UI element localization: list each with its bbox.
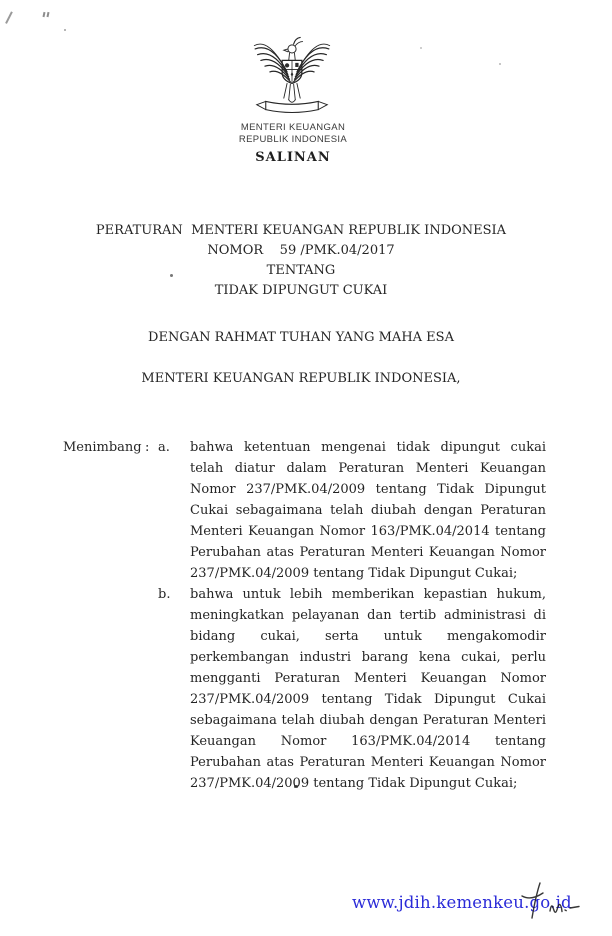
copy-label: SALINAN <box>255 150 331 165</box>
item-marker-b: b. <box>158 587 171 602</box>
scan-artifact <box>46 12 49 17</box>
garuda-pancasila-emblem <box>251 32 333 120</box>
scan-artifact <box>64 29 66 31</box>
scan-artifact <box>499 63 501 65</box>
title-line-tentang: TENTANG <box>266 263 336 278</box>
jdih-footer-link[interactable]: www.jdih.kemenkeu.go.id <box>352 893 572 912</box>
ministry-name-line2: REPUBLIK INDONESIA <box>238 133 348 145</box>
scan-artifact <box>42 12 45 17</box>
consideration-item-a <box>63 437 546 584</box>
scan-artifact <box>420 47 422 49</box>
authority-line: MENTERI KEUANGAN REPUBLIK INDONESIA, <box>141 371 461 386</box>
title-line-regulation: PERATURAN MENTERI KEUANGAN REPUBLIK INDONESIA <box>95 223 507 238</box>
item-marker-a: a. <box>158 440 170 455</box>
ministry-header <box>0 122 586 145</box>
title-line-number: NOMOR 59 /PMK.04/2017 <box>207 243 395 258</box>
consideration-item-b <box>63 584 546 794</box>
item-text-b: bahwa untuk lebih memberikan kepastian hukum, meningkatkan pelayanan dan tertib administrasi di bidang cukai, serta untuk mengakomodir perkembangan industri barang kena cukai, perlu mengganti Peraturan Menteri Keuangan Nomor 237/PMK.04/2009 tentang Tidak Dipungut Cukai sebagaimana telah diubah dengan Peraturan Menteri Keuangan Nomor 163/PMK.04/2014 tentang Perubahan atas Peraturan Menteri Keuangan Nomor 237/PMK.04/2009 tentang Tidak Dipungut Cukai; <box>190 587 546 791</box>
regulation-title <box>0 221 602 301</box>
scan-artifact <box>5 11 12 23</box>
invocation-line: DENGAN RAHMAT TUHAN YANG MAHA ESA <box>148 330 454 345</box>
ministry-name-line1: MENTERI KEUANGAN <box>240 122 346 133</box>
menimbang-label: Menimbang <box>63 440 142 455</box>
considerations-section <box>63 437 546 794</box>
menimbang-colon: : <box>145 440 150 455</box>
item-text-a: bahwa ketentuan mengenai tidak dipungut cukai telah diatur dalam Peraturan Menteri Keuangan Nomor 237/PMK.04/2009 tentang Tidak Dipungut Cukai sebagaimana telah diubah dengan Peraturan Menteri Keuangan Nomor 163/PMK.04/2014 tentang Perubahan atas Peraturan Menteri Keuangan Nomor 237/PMK.04/2009 tentang Tidak Dipungut Cukai; <box>190 440 546 581</box>
title-line-subject: TIDAK DIPUNGUT CUKAI <box>214 283 388 298</box>
handwritten-ink-mark <box>516 880 588 926</box>
